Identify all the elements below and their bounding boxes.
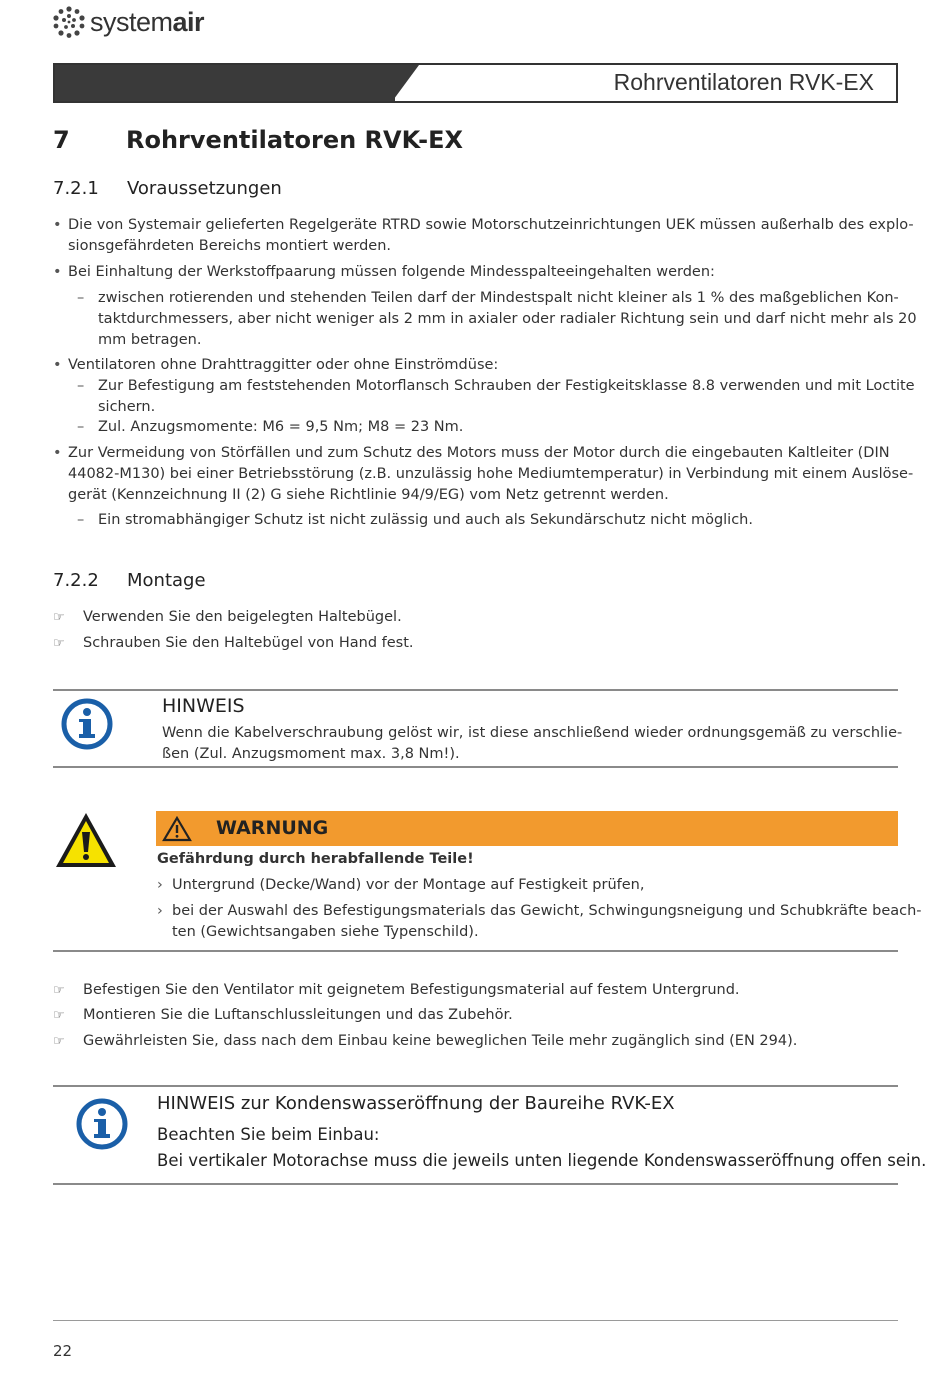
warning-item: › Untergrund (Decke/Wand) vor der Montage auf Festigkeit prüfen, (157, 877, 645, 893)
list-item: • Ventilatoren ohne Drahttraggitter oder ohne Einströmdüse: (53, 357, 499, 373)
list-item: • Die von Systemair gelieferten Regelgeräte RTRD sowie Motorschutzeinrichtungen UEK müssen außerhalb des explo- sionsgefährdeten Bereichs montiert werden. (53, 217, 914, 254)
pointing-hand-icon: ☞ (53, 1034, 65, 1049)
warning-item: › bei der Auswahl des Befestigungsmaterials das Gewicht, Schwingungsneigung und Schubkräfte beach- ten (Gewichtsangaben siehe Typenschild). (157, 903, 922, 940)
warning-small-icon (162, 816, 192, 842)
banner-title: Rohrventilatoren RVK-EX (613, 69, 874, 95)
note-title: HINWEIS zur Kondenswasseröffnung der Baureihe RVK-EX (157, 1093, 675, 1114)
list-item: • Zur Vermeidung von Störfällen und zum Schutz des Motors muss der Motor durch die eingebauten Kaltleiter (DIN 44082-M130) bei einer Betriebsstörung (z.B. unzulässig hohe Mediumtemperatur) in Verbindung mit einem Auslöse- gerät (Kennzeichnung II (2) G siehe Richtlinie 94/9/EG) vom Netz getrennt werden. (53, 445, 914, 503)
note-text: Beachten Sie beim Einbau: Bei vertikaler Motorachse muss die jeweils unten liegende Kondenswasseröffnung offen sein. (157, 1125, 927, 1170)
list-subitem: – Ein stromabhängiger Schutz ist nicht zulässig und auch als Sekundärschutz nicht möglich. (77, 512, 753, 528)
note-text: Wenn die Kabelverschraubung gelöst wir, ist diese anschließend wieder ordnungsgemäß zu verschlie- ßen (Zul. Anzugsmoment max. 3,8 Nm!). (162, 725, 903, 762)
instruction-step: ☞ Befestigen Sie den Ventilator mit geignetem Befestigungsmaterial auf festem Untergrund. (83, 980, 740, 1001)
warning-bar (156, 811, 898, 846)
section-heading-voraussetzungen: 7.2.1 Voraussetzungen (53, 178, 282, 199)
chapter-heading: 7 Rohrventilatoren RVK-EX (53, 126, 463, 154)
pointing-hand-icon: ☞ (53, 610, 65, 625)
warning-triangle-icon (53, 810, 119, 874)
note-title: HINWEIS (162, 695, 245, 717)
header-banner (53, 63, 898, 103)
instruction-step: ☞ Schrauben Sie den Haltebügel von Hand fest. (83, 633, 414, 654)
instruction-step: ☞ Montieren Sie die Luftanschlussleitungen und das Zubehör. (83, 1005, 513, 1026)
page-number: 22 (53, 1342, 73, 1360)
banner-slant (391, 65, 419, 103)
pointing-hand-icon: ☞ (53, 983, 65, 998)
note-bottom-rule (53, 1183, 898, 1185)
list-subitem: – zwischen rotierenden und stehenden Teilen darf der Mindestspalt nicht kleiner als 1 % des maßgeblichen Kon- taktdurchmessers, aber nicht weniger als 2 mm in axialer oder radialer Richtung sein und darf nicht mehr als 20 mm betragen. (77, 290, 917, 348)
instruction-step: ☞ Gewährleisten Sie, dass nach dem Einbau keine beweglichen Teile mehr zugänglich sind (EN 294). (83, 1031, 797, 1052)
systemair-logo (52, 4, 204, 40)
note-top-rule (53, 1085, 898, 1087)
note-bottom-rule (53, 766, 898, 768)
list-subitem: – Zul. Anzugsmomente: M6 = 9,5 Nm; M8 = 23 Nm. (77, 419, 464, 435)
info-icon (75, 1097, 129, 1155)
footer-rule (53, 1320, 898, 1321)
pointing-hand-icon: ☞ (53, 636, 65, 651)
section-heading-montage: 7.2.2 Montage (53, 570, 206, 591)
info-icon (60, 697, 114, 755)
pointing-hand-icon: ☞ (53, 1008, 65, 1023)
warning-heading: Gefährdung durch herabfallende Teile! (157, 851, 474, 867)
logo-text: systemair (90, 6, 205, 37)
instruction-step: ☞ Verwenden Sie den beigelegten Haltebügel. (83, 607, 402, 628)
list-item: • Bei Einhaltung der Werkstoffpaarung müssen folgende Mindesspalteeingehalten werden: (53, 264, 715, 280)
warning-bottom-rule (53, 950, 898, 952)
list-subitem: – Zur Befestigung am feststehenden Motorflansch Schrauben der Festigkeitsklasse 8.8 verwenden und mit Loctite sichern. (77, 378, 915, 415)
warning-label: WARNUNG (216, 817, 329, 839)
note-top-rule (53, 689, 898, 691)
logo-dots-icon (52, 5, 86, 39)
banner-dark-block (55, 65, 395, 101)
